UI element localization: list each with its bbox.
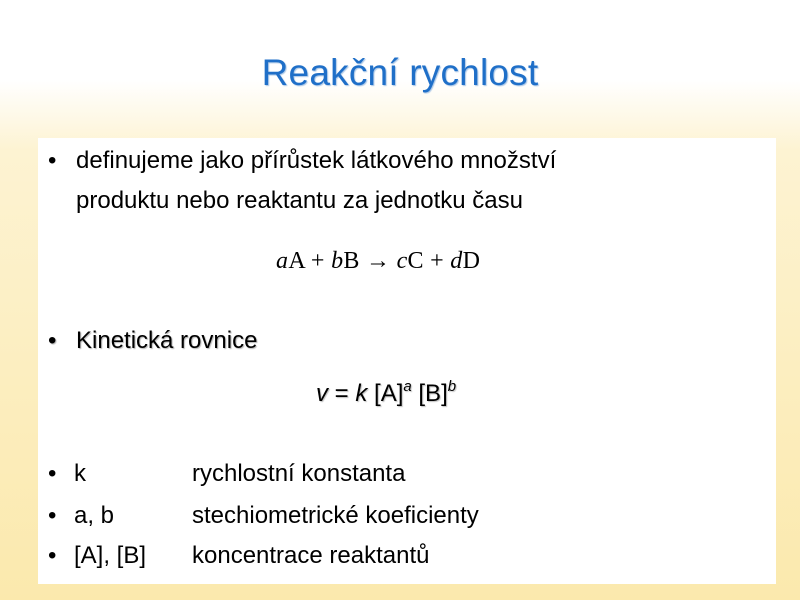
bullet-point: • <box>48 327 57 354</box>
concentration-A: [A] <box>367 380 404 407</box>
content-panel <box>38 138 776 584</box>
rate-constant: k <box>355 380 368 407</box>
coef-d: d <box>450 248 463 274</box>
exponent-a: a <box>403 378 412 395</box>
bullet-point: • <box>48 147 57 174</box>
definition-row <box>48 454 768 494</box>
arrow-icon: → <box>359 248 397 274</box>
species-C: C <box>407 248 424 274</box>
definition-row <box>48 536 768 576</box>
plus-sign: + <box>423 248 451 274</box>
bullet-point: • <box>48 460 57 487</box>
definition-description: stechiometrické koeficienty <box>192 502 479 529</box>
definition-description: koncentrace reaktantů <box>192 542 430 569</box>
bullet-point: • <box>48 542 57 569</box>
concentration-B: [B] <box>411 380 448 407</box>
species-A: A <box>288 248 305 274</box>
slide-title: Reakční rychlost <box>261 52 539 93</box>
coef-b: b <box>331 248 344 274</box>
exponent-b: b <box>447 378 457 395</box>
definition-term: a, b <box>74 502 115 529</box>
coef-a: a <box>276 248 289 274</box>
plus-sign: + <box>304 248 332 274</box>
definition-row <box>48 496 768 536</box>
kinetic-equation <box>316 370 456 411</box>
coef-c: c <box>396 248 408 274</box>
equals-sign: = <box>328 380 356 407</box>
definition-term: k <box>74 460 86 487</box>
definition-description: rychlostní konstanta <box>192 460 406 487</box>
species-B: B <box>343 248 360 274</box>
bullet-point: • <box>48 502 57 529</box>
species-D: D <box>462 248 481 274</box>
bullet-text: Kinetická rovnice <box>76 327 258 354</box>
bullet-text: definujeme jako přírůstek látkového množství <box>76 147 557 174</box>
definition-term: [A], [B] <box>74 542 147 569</box>
reaction-equation <box>276 248 480 275</box>
bullet-text-continuation: produktu nebo reaktantu za jednotku času <box>76 187 523 214</box>
rate-symbol: v <box>316 380 328 407</box>
